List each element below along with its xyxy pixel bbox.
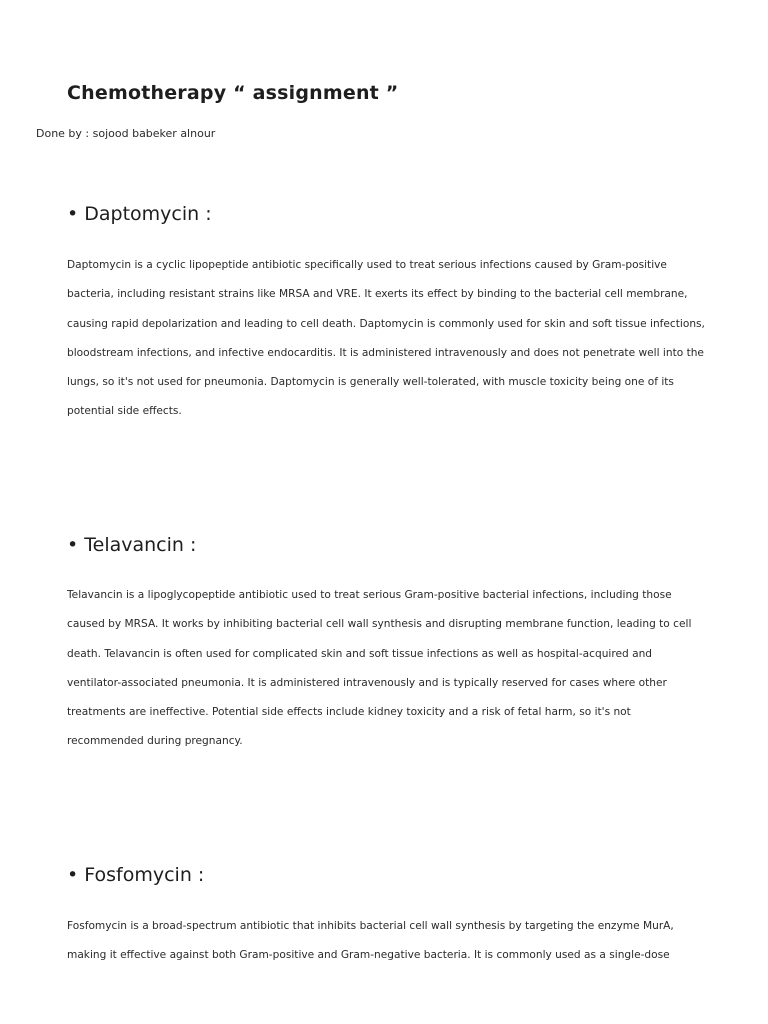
paragraph-line: Telavancin is a lipoglycopeptide antibiotic used to treat serious Gram-positive bacterial infections, including those bbox=[67, 589, 672, 601]
paragraph-line: ventilator-associated pneumonia. It is administered intravenously and is typically reserved for cases where other bbox=[67, 676, 667, 689]
section-body-daptomycin bbox=[67, 251, 731, 427]
paragraph-line: treatments are ineffective. Potential side effects include kidney toxicity and a risk of fetal harm, so it's not bbox=[67, 706, 631, 719]
paragraph-line: Fosfomycin is a broad-spectrum antibiotic that inhibits bacterial cell wall synthesis by targeting the enzyme MurA, bbox=[67, 920, 674, 932]
author-line: Done by : sojood babeker alnour bbox=[36, 127, 216, 140]
section-heading-telavancin: • Telavancin : bbox=[67, 534, 197, 556]
paragraph-line: Daptomycin is a cyclic lipopeptide antibiotic specifically used to treat serious infections caused by Gram-positive bbox=[67, 259, 667, 271]
paragraph-line: lungs, so it's not used for pneumonia. Daptomycin is generally well-tolerated, with muscle toxicity being one of its bbox=[67, 376, 674, 389]
document-title: Chemotherapy “ assignment ” bbox=[67, 82, 399, 104]
paragraph-line: bloodstream infections, and infective endocarditis. It is administered intravenously and does not penetrate well into the bbox=[67, 346, 704, 359]
paragraph-line: caused by MRSA. It works by inhibiting bacterial cell wall synthesis and disrupting membrane function, leading to cell bbox=[67, 618, 692, 631]
paragraph-line: making it effective against both Gram-positive and Gram-negative bacteria. It is commonly used as a single-dose bbox=[67, 949, 670, 962]
paragraph-line: death. Telavancin is often used for complicated skin and soft tissue infections as well as hospital-acquired and bbox=[67, 647, 653, 660]
paragraph-line: recommended during pregnancy. bbox=[67, 735, 243, 748]
paragraph-line: potential side effects. bbox=[67, 405, 182, 418]
paragraph-line: bacteria, including resistant strains like MRSA and VRE. It exerts its effect by binding to the bacterial cell membrane, bbox=[67, 288, 688, 301]
section-heading-fosfomycin: • Fosfomycin : bbox=[67, 864, 205, 886]
section-body-telavancin bbox=[67, 581, 731, 757]
paragraph-line: causing rapid depolarization and leading to cell death. Daptomycin is commonly used for skin and soft tissue infections, bbox=[67, 317, 705, 330]
section-heading-daptomycin: • Daptomycin : bbox=[67, 203, 212, 225]
section-body-fosfomycin bbox=[67, 912, 731, 971]
